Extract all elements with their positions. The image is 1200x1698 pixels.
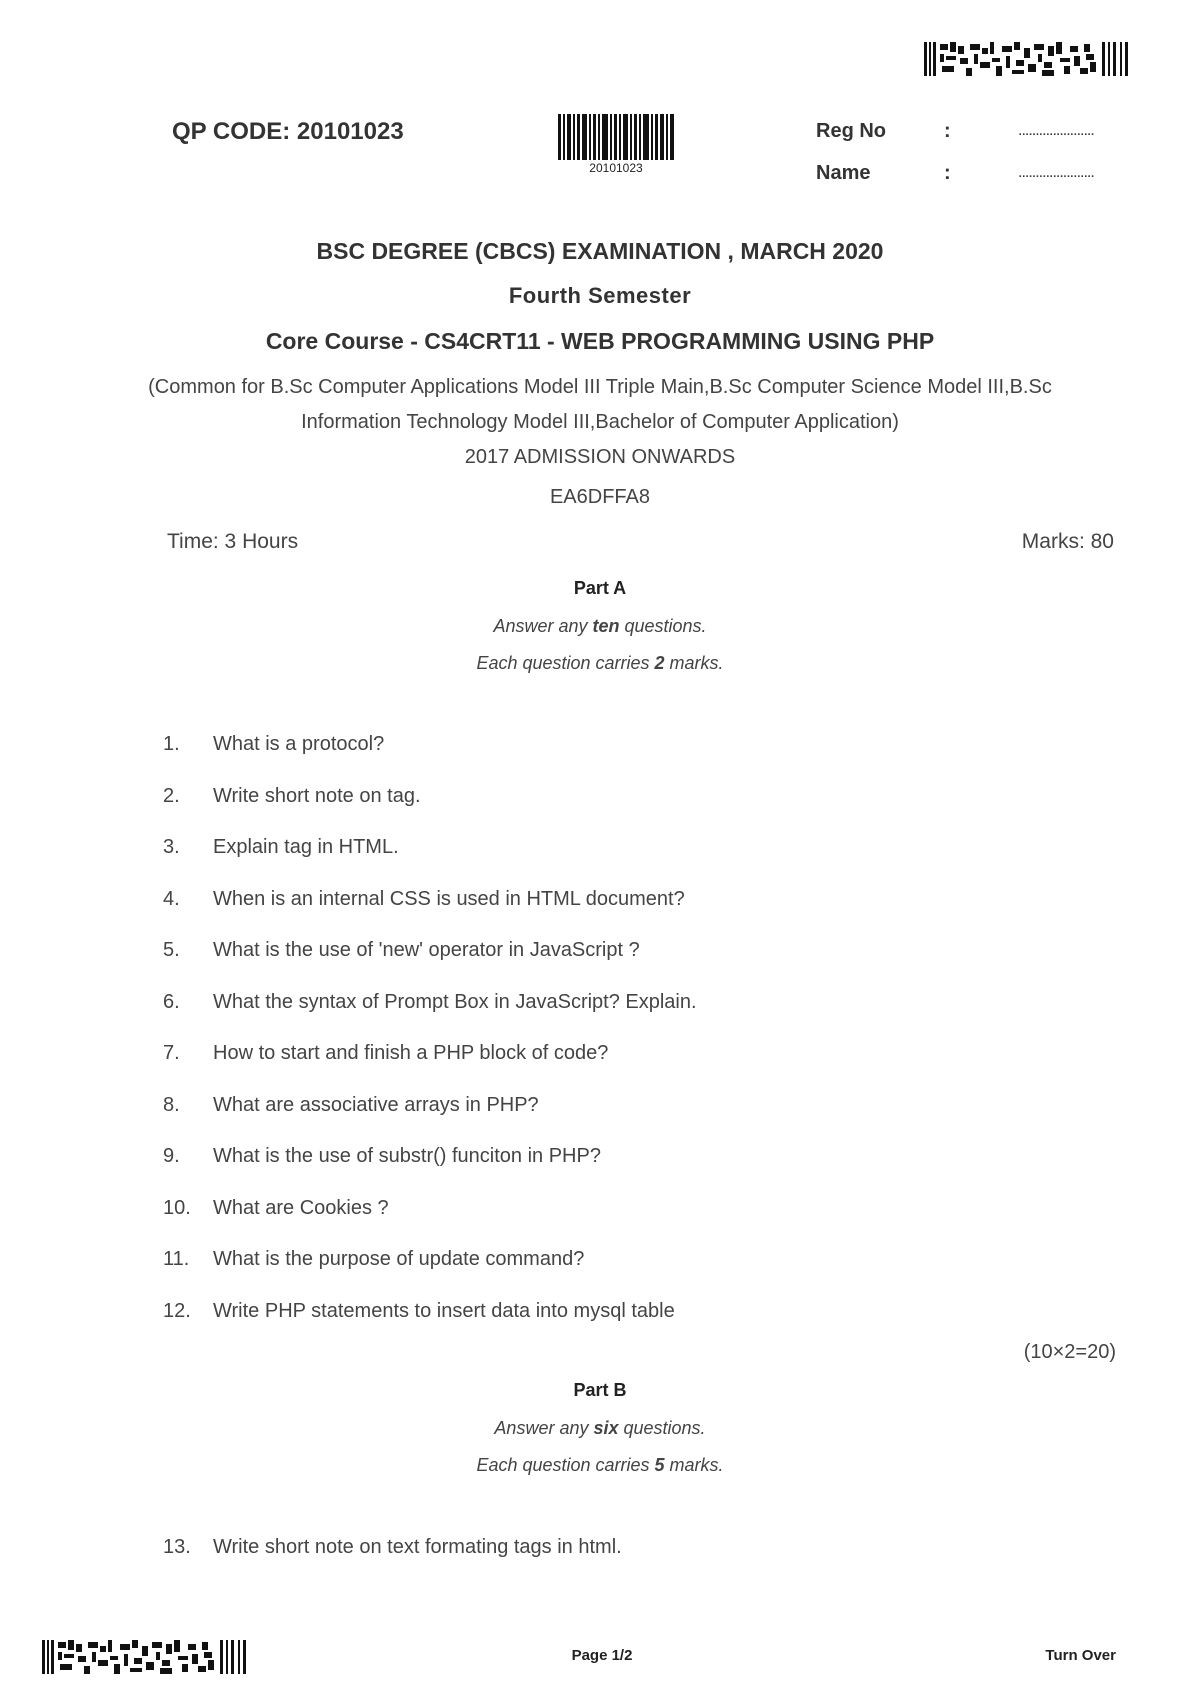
question-number: 3. — [163, 836, 180, 858]
turn-over-note: Turn Over — [1045, 1647, 1116, 1664]
name-colon: : — [944, 162, 951, 184]
question-number: 7. — [163, 1042, 180, 1064]
semester-title: Fourth Semester — [508, 283, 692, 308]
common-for-note: (Common for B.Sc Computer Applications Model III Triple Main,B.Sc Computer Science Model III,B.Sc Information Technology Model III,Bachelor of Computer Application) — [148, 376, 1052, 433]
barcode-number: 20101023 — [589, 161, 643, 175]
question-number: 2. — [163, 785, 180, 807]
question-number: 5. — [163, 939, 180, 961]
question-text: Write PHP statements to insert data into mysql table — [213, 1300, 675, 1322]
question-number: 9. — [163, 1145, 180, 1167]
question-text: What is the purpose of update command? — [213, 1248, 585, 1270]
part-a-instruction-2: Each question carries 2 marks. — [476, 653, 724, 673]
question-text: What is a protocol? — [213, 733, 385, 755]
name-label: Name — [816, 162, 871, 184]
name-blank: ...................... — [1018, 164, 1094, 181]
question-text: What is the use of substr() funciton in PHP? — [213, 1145, 601, 1167]
part-b-instruction-2: Each question carries 5 marks. — [476, 1455, 724, 1475]
time-allowed: Time: 3 Hours — [167, 530, 299, 553]
page-number: Page 1/2 — [571, 1647, 633, 1664]
question-text: Explain tag in HTML. — [213, 836, 399, 858]
question-text: What are associative arrays in PHP? — [213, 1094, 539, 1116]
question-number: 11. — [163, 1248, 190, 1270]
question-number: 1. — [163, 733, 180, 755]
question-number: 12. — [163, 1300, 191, 1322]
question-number: 6. — [163, 991, 180, 1013]
question-text: What the syntax of Prompt Box in JavaScript? Explain. — [213, 991, 697, 1013]
top-barcode-graphic — [924, 42, 1130, 76]
question-text: How to start and finish a PHP block of code? — [213, 1042, 609, 1064]
part-a-title: Part A — [573, 578, 627, 598]
question-number: 10. — [163, 1197, 191, 1219]
question-number: 8. — [163, 1094, 180, 1116]
question-text: What is the use of 'new' operator in JavaScript ? — [213, 939, 640, 961]
question-text: Write short note on text formating tags in html. — [213, 1536, 622, 1558]
qp-code: QP CODE: 20101023 — [172, 118, 404, 145]
question-number: 4. — [163, 888, 180, 910]
part-a-marks-summary: (10×2=20) — [1023, 1341, 1116, 1363]
part-b-title: Part B — [573, 1380, 627, 1400]
question-text: What are Cookies ? — [213, 1197, 389, 1219]
exam-title: BSC DEGREE (CBCS) EXAMINATION , MARCH 2020 — [316, 238, 884, 264]
course-title: Core Course - CS4CRT11 - WEB PROGRAMMING USING PHP — [265, 328, 935, 354]
question-text: When is an internal CSS is used in HTML document? — [213, 888, 685, 910]
reg-no-colon: : — [944, 120, 951, 142]
total-marks: Marks: 80 — [1021, 530, 1114, 553]
reg-no-blank: ...................... — [1018, 122, 1094, 139]
question-number: 13. — [163, 1536, 191, 1558]
paper-code: EA6DFFA8 — [549, 486, 651, 508]
part-a-instruction-1: Answer any ten questions. — [493, 616, 707, 636]
question-text: Write short note on tag. — [213, 785, 421, 807]
reg-no-label: Reg No — [816, 120, 886, 142]
admission-line: 2017 ADMISSION ONWARDS — [464, 446, 736, 468]
qp-barcode-graphic — [558, 114, 674, 160]
part-b-instruction-1: Answer any six questions. — [494, 1418, 706, 1438]
